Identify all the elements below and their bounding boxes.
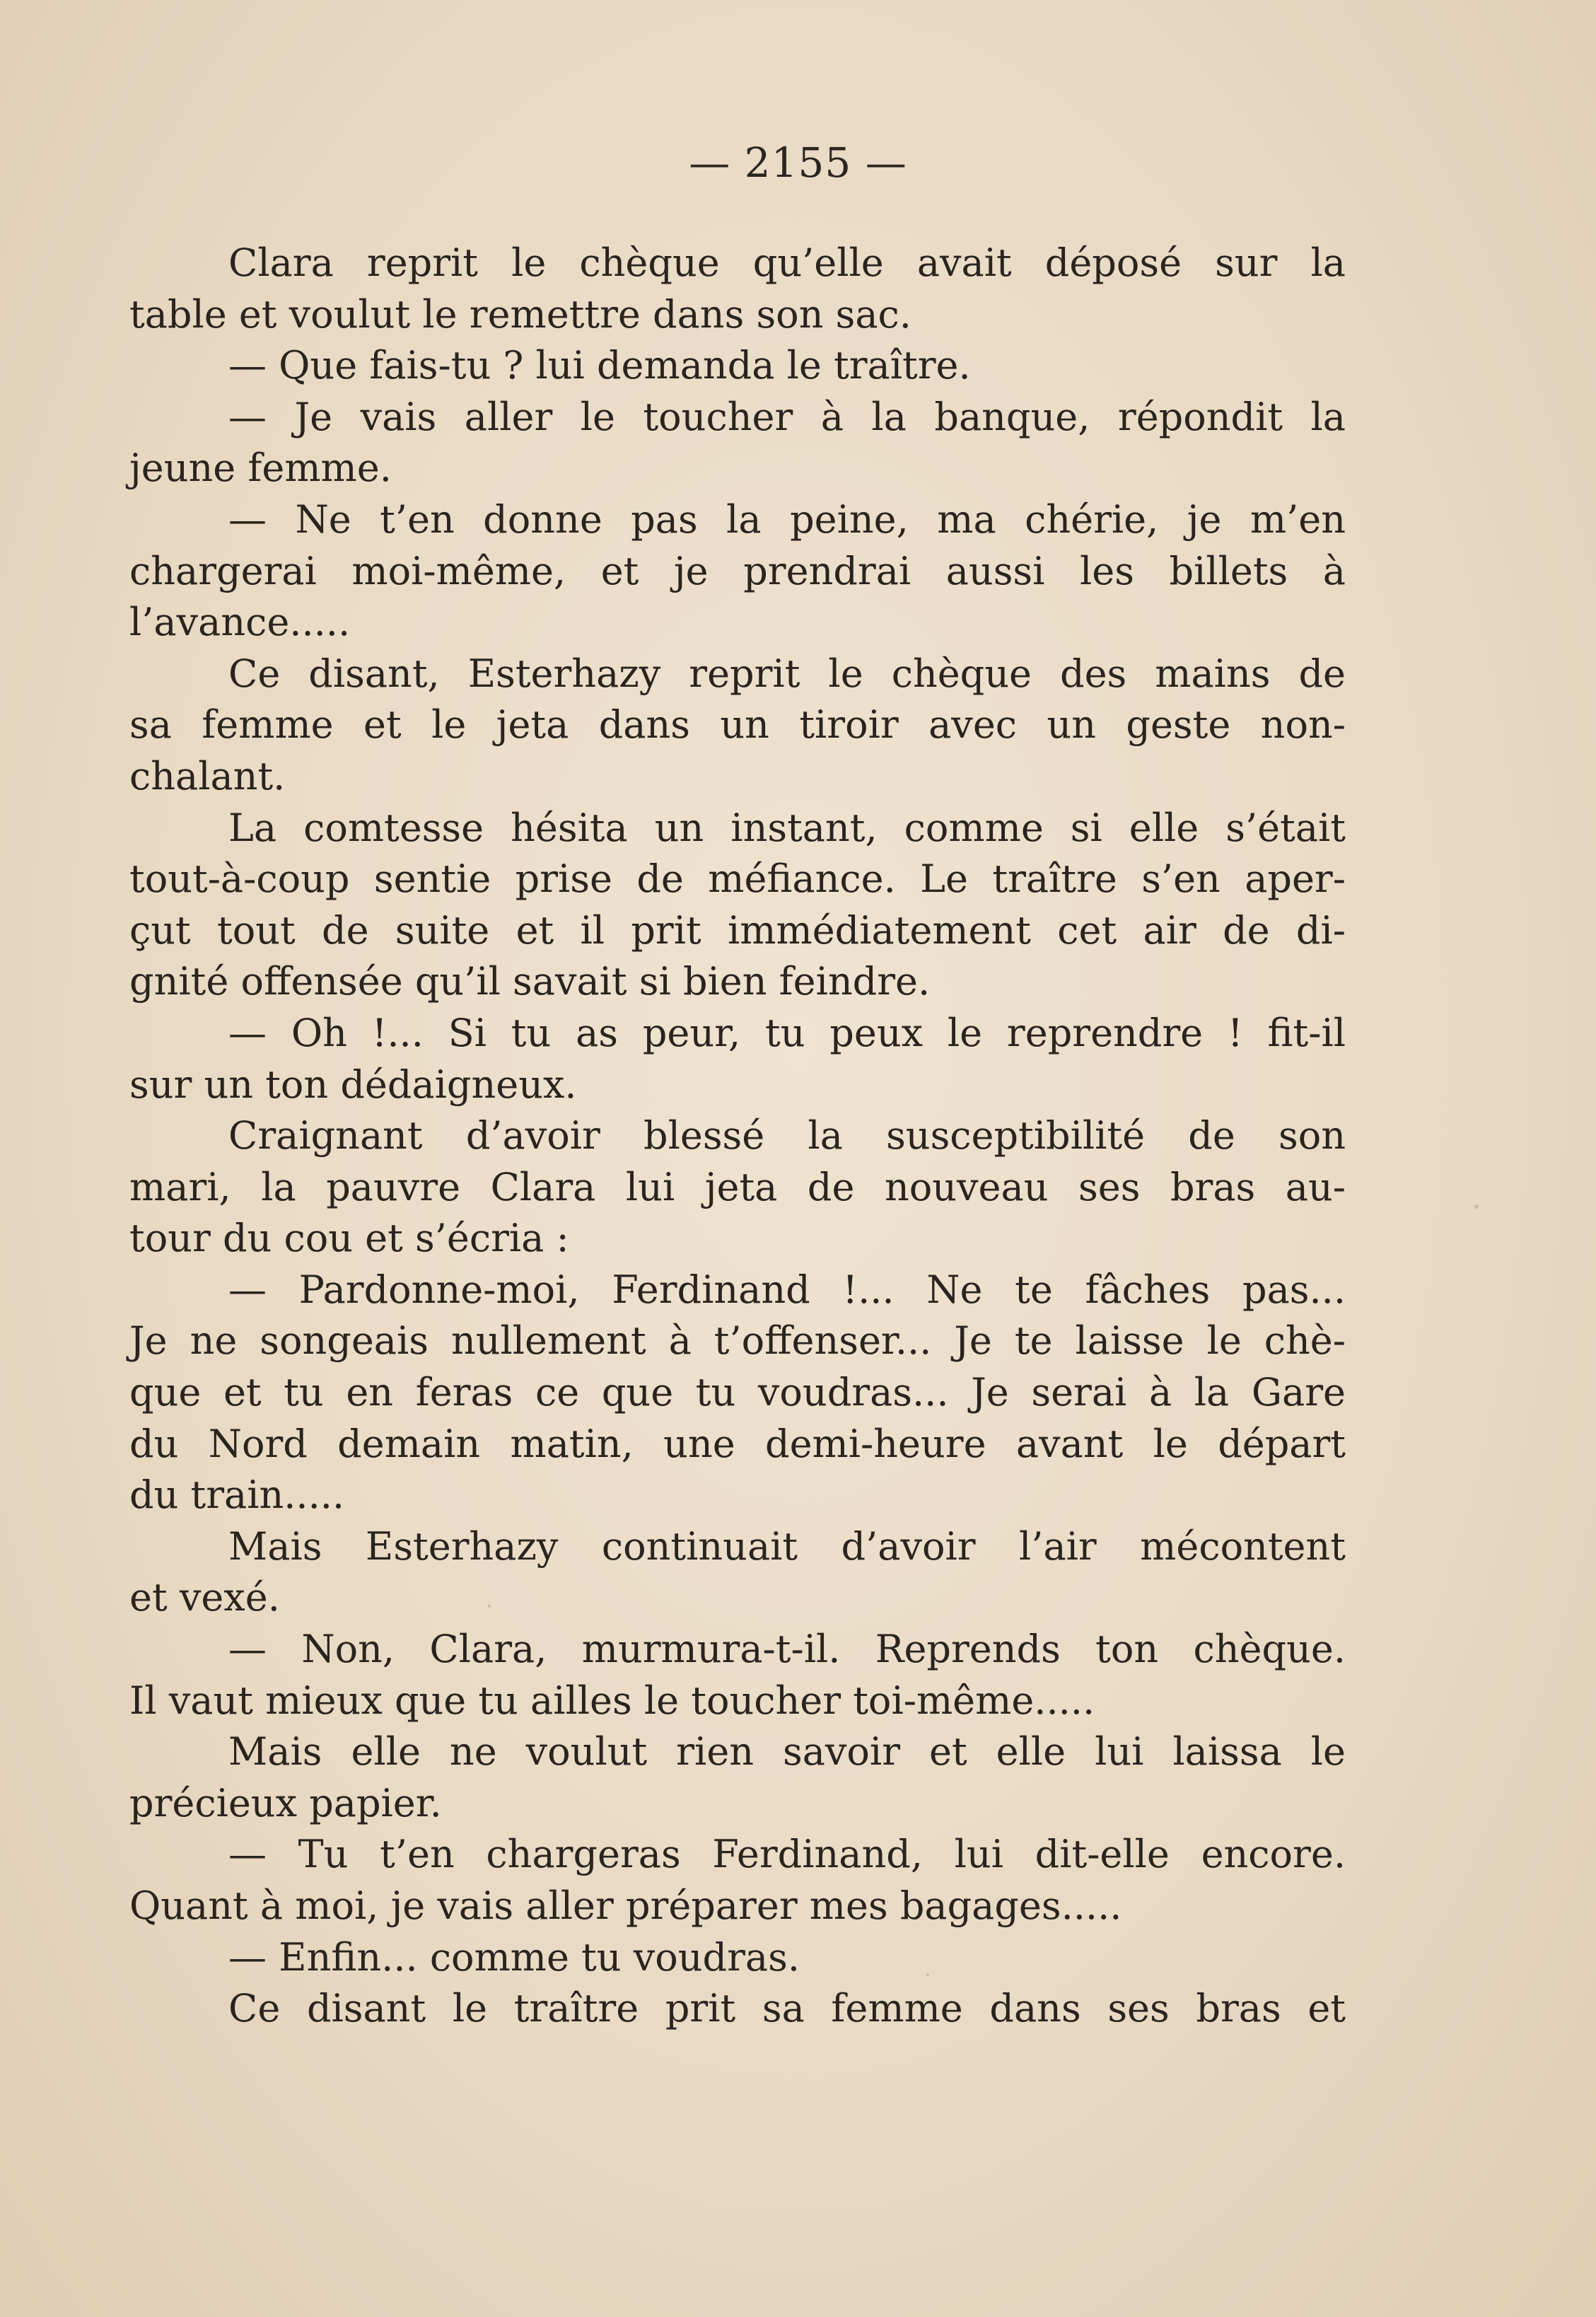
text-line: l’avance..... [129, 600, 351, 645]
text-line: tour du cou et s’écria : [129, 1216, 569, 1261]
text-line: mari, la pauvre Clara lui jeta de nouveau ses bras au- [129, 1164, 1346, 1209]
text-line: du train..... [129, 1473, 345, 1518]
text-line: précieux papier. [129, 1780, 442, 1825]
text-line: jeune femme. [129, 446, 392, 491]
text-line: du Nord demain matin, une demi-heure avant le départ [129, 1421, 1346, 1466]
paper-speck [926, 1973, 929, 1976]
text-line: chargerai moi-même, et je prendrai aussi les billets à [129, 548, 1346, 593]
text-line: et vexé. [129, 1575, 280, 1620]
text-line: Craignant d’avoir blessé la susceptibilité de son [228, 1113, 1346, 1158]
text-line: Ce disant le traître prit sa femme dans ses bras et [228, 1986, 1346, 2031]
text-line: Je ne songeais nullement à t’offenser... Je te laisse le chè- [129, 1318, 1346, 1364]
text-line: Il vaut mieux que tu ailles le toucher toi-même..... [129, 1678, 1095, 1723]
text-line: çut tout de suite et il prit immédiatement cet air de di- [129, 907, 1346, 953]
text-line: table et voulut le remettre dans son sac. [129, 291, 911, 337]
text-line: — Que fais-tu ? lui demanda le traître. [228, 343, 971, 388]
text-line: — Pardonne-moi, Ferdinand !... Ne te fâches pas... [228, 1267, 1346, 1312]
text-line: sur un ton dédaigneux. [129, 1062, 577, 1107]
text-line: — Je vais aller le toucher à la banque, répondit la [228, 394, 1346, 439]
text-line: tout-à-coup sentie prise de méfiance. Le traître s’en aper- [129, 856, 1346, 902]
paper-speck [1474, 1204, 1479, 1209]
page-number: — 2155 — [689, 139, 907, 187]
paper-speck [488, 1604, 491, 1608]
text-line: Ce disant, Esterhazy reprit le chèque des mains de [228, 651, 1346, 696]
text-line: La comtesse hésita un instant, comme si elle s’était [228, 805, 1346, 850]
text-line: que et tu en feras ce que tu voudras... Je serai à la Gare [129, 1370, 1346, 1415]
text-line: gnité offensée qu’il savait si bien feindre. [129, 959, 931, 1004]
text-line: sa femme et le jeta dans un tiroir avec un geste non- [129, 702, 1346, 748]
page-body-text [129, 238, 1346, 2035]
text-line: Mais Esterhazy continuait d’avoir l’air mécontent [228, 1523, 1346, 1569]
text-line: — Oh !... Si tu as peur, tu peux le reprendre ! fit-il [228, 1010, 1346, 1055]
text-line: — Enfin... comme tu voudras. [228, 1934, 800, 1980]
text-line: Clara reprit le chèque qu’elle avait déposé sur la [228, 240, 1346, 285]
text-line: — Tu t’en chargeras Ferdinand, lui dit-elle encore. [228, 1832, 1346, 1877]
text-line: Quant à moi, je vais aller préparer mes bagages..... [129, 1883, 1122, 1928]
text-line: — Ne t’en donne pas la peine, ma chérie, je m’en [228, 497, 1346, 542]
text-line: — Non, Clara, murmura-t-il. Reprends ton chèque. [228, 1627, 1346, 1672]
text-line: chalant. [129, 753, 286, 799]
text-line: Mais elle ne voulut rien savoir et elle lui laissa le [228, 1729, 1346, 1775]
